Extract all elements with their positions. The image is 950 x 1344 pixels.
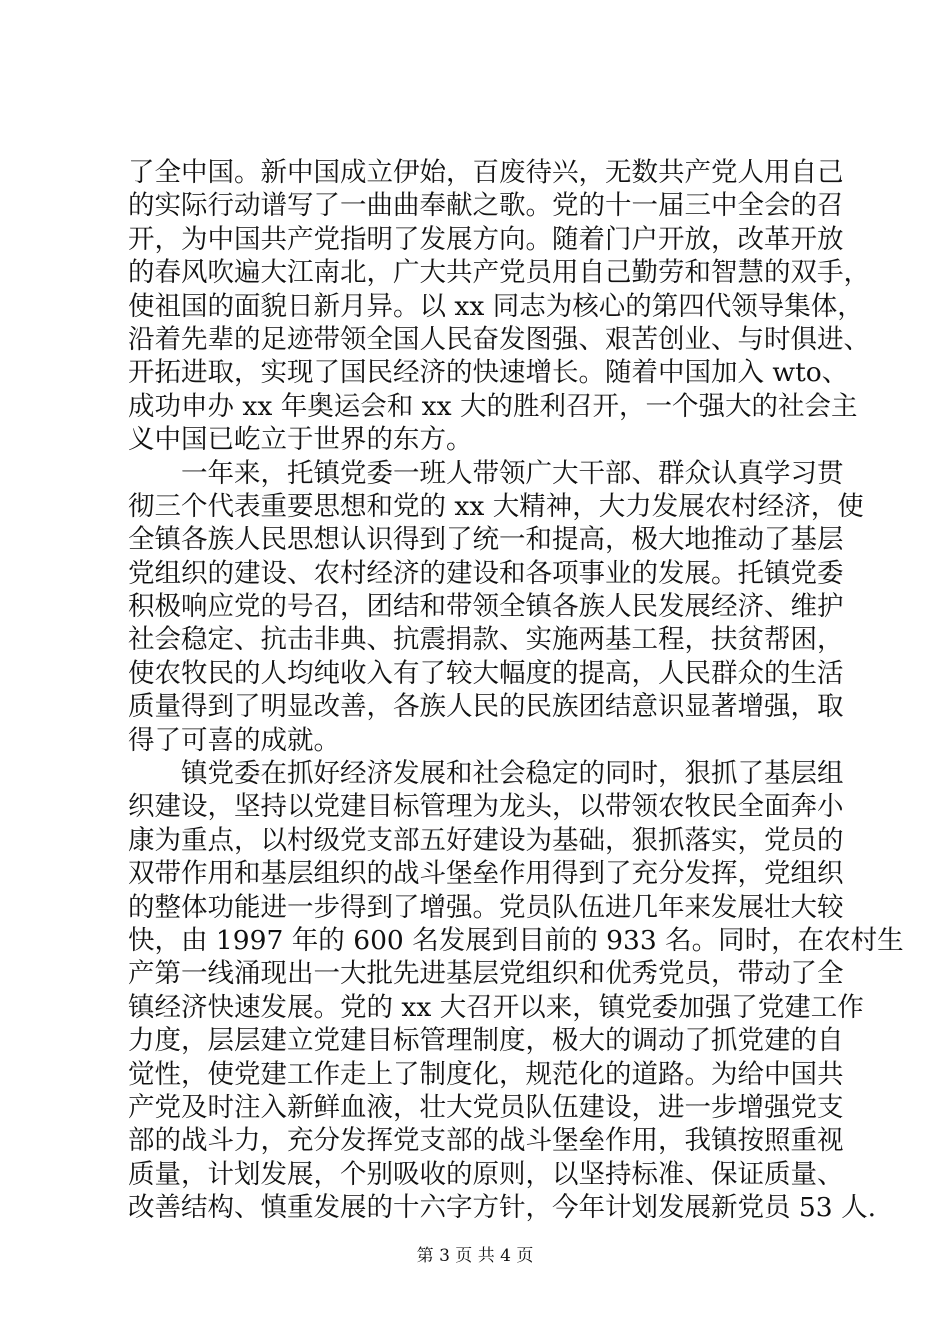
text-line: 社会稳定、抗击非典、抗震捐款、实施两基工程，扶贫帮困，	[128, 624, 844, 656]
text-line: 镇党委在抓好经济发展和社会稳定的同时，狠抓了基层组	[128, 758, 844, 790]
text-line: 质量，计划发展，个别吸收的原则，以坚持标准、保证质量、	[128, 1158, 844, 1190]
text-line: 力度，层层建立党建目标管理制度，极大的调动了抓党建的自	[128, 1025, 844, 1057]
text-line: 了全中国。新中国成立伊始，百废待兴，无数共产党人用自己	[128, 157, 844, 188]
text-line: 镇经济快速发展。党的 xx 大召开以来，镇党委加强了党建工作	[128, 991, 864, 1023]
text-line: 开，为中国共产党指明了发展方向。随着门户开放，改革开放	[128, 223, 844, 255]
text-line: 产第一线涌现出一大批先进基层党组织和优秀党员，带动了全	[128, 958, 844, 990]
text-line: 党组织的建设、农村经济的建设和各项事业的发展。托镇党委	[128, 557, 844, 589]
text-line: 部的战斗力，充分发挥党支部的战斗堡垒作用，我镇按照重视	[128, 1125, 844, 1157]
page-footer: 第 3 页 共 4 页	[416, 1246, 534, 1266]
text-line: 快，由 1997 年的 600 名发展到目前的 933 名。同时，在农村生	[128, 924, 904, 956]
text-line: 彻三个代表重要思想和党的 xx 大精神，大力发展农村经济，使	[128, 490, 864, 522]
text-line: 一年来，托镇党委一班人带领广大干部、群众认真学习贯	[128, 457, 844, 489]
text-line: 织建设，坚持以党建目标管理为龙头，以带领农牧民全面奔小	[128, 791, 844, 823]
text-line: 的春风吹遍大江南北，广大共产党员用自己勤劳和智慧的双手，	[128, 257, 870, 289]
text-line: 积极响应党的号召，团结和带领全镇各族人民发展经济、维护	[128, 591, 844, 623]
text-line: 产党及时注入新鲜血液，壮大党员队伍建设，进一步增强党支	[128, 1091, 844, 1123]
text-line: 改善结构、慎重发展的十六字方针，今年计划发展新党员 53 人.	[128, 1192, 876, 1224]
text-line: 康为重点，以村级党支部五好建设为基础，狠抓落实，党员的	[128, 824, 844, 856]
text-line: 双带作用和基层组织的战斗堡垒作用得到了充分发挥，党组织	[128, 858, 844, 890]
text-line: 全镇各族人民思想认识得到了统一和提高，极大地推动了基层	[128, 524, 844, 556]
text-line: 质量得到了明显改善，各族人民的民族团结意识显著增强，取	[128, 691, 844, 723]
text-line: 成功申办 xx 年奥运会和 xx 大的胜利召开，一个强大的社会主	[128, 390, 858, 422]
text-line: 开拓进取，实现了国民经济的快速增长。随着中国加入 wto、	[128, 357, 849, 389]
text-line: 觉性，使党建工作走上了制度化，规范化的道路。为给中国共	[128, 1058, 844, 1090]
text-line: 得了可喜的成就。	[128, 724, 340, 756]
text-line: 使祖国的面貌日新月异。以 xx 同志为核心的第四代领导集体，	[128, 290, 864, 322]
text-line: 使农牧民的人均纯收入有了较大幅度的提高，人民群众的生活	[128, 657, 844, 689]
text-line: 沿着先辈的足迹带领全国人民奋发图强、艰苦创业、与时俱进、	[128, 323, 870, 355]
text-line: 的整体功能进一步得到了增强。党员队伍进几年来发展壮大较	[128, 891, 844, 923]
text-line: 的实际行动谱写了一曲曲奉献之歌。党的十一届三中全会的召	[128, 190, 844, 222]
document-body	[128, 156, 904, 1225]
text-line: 义中国已屹立于世界的东方。	[128, 424, 473, 456]
